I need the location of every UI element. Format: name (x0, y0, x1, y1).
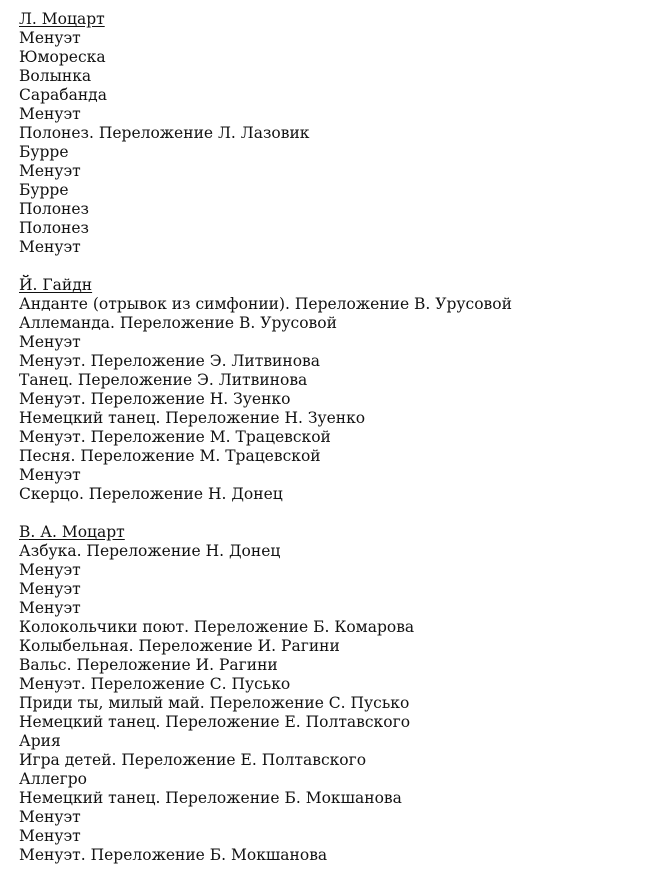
list-item: Менуэт (19, 466, 81, 484)
list-item: Менуэт (19, 599, 81, 617)
list-item: Менуэт. Переложение Б. Мокшанова (19, 846, 328, 864)
list-item: Аллеманда. Переложение В. Урусовой (19, 314, 337, 332)
list-item: Приди ты, милый май. Переложение С. Пусько (19, 694, 410, 712)
list-item: Немецкий танец. Переложение Б. Мокшанова (19, 789, 402, 807)
section-haydn (19, 276, 649, 504)
list-item: Полонез (19, 219, 89, 237)
list-item: Менуэт (19, 162, 81, 180)
list-item: Менуэт. Переложение Н. Зуенко (19, 390, 291, 408)
composer-heading: Л. Моцарт (19, 10, 105, 28)
list-item: Менуэт (19, 105, 81, 123)
list-item: Сарабанда (19, 86, 107, 104)
list-item: Немецкий танец. Переложение Е. Полтавского (19, 713, 411, 731)
piece-list (19, 295, 649, 504)
list-item: Ария (19, 732, 61, 750)
list-item: Менуэт. Переложение С. Пусько (19, 675, 291, 693)
section-l-mozart (19, 10, 649, 257)
list-item: Песня. Переложение М. Трацевской (19, 447, 321, 465)
list-item: Аллегро (19, 770, 87, 788)
list-item: Полонез. Переложение Л. Лазовик (19, 124, 310, 142)
list-item: Юмореска (19, 48, 106, 66)
list-item: Менуэт (19, 333, 81, 351)
piece-list (19, 542, 649, 865)
list-item: Азбука. Переложение Н. Донец (19, 542, 281, 560)
list-item: Бурре (19, 143, 69, 161)
list-item: Вальс. Переложение И. Рагини (19, 656, 278, 674)
document (19, 10, 649, 884)
list-item: Немецкий танец. Переложение Н. Зуенко (19, 409, 366, 427)
list-item: Колокольчики поют. Переложение Б. Комарова (19, 618, 415, 636)
list-item: Менуэт (19, 561, 81, 579)
list-item: Анданте (отрывок из симфонии). Переложение В. Урусовой (19, 295, 512, 313)
list-item: Игра детей. Переложение Е. Полтавского (19, 751, 367, 769)
list-item: Менуэт (19, 29, 81, 47)
section-w-a-mozart (19, 523, 649, 865)
piece-list (19, 29, 649, 257)
list-item: Менуэт. Переложение М. Трацевской (19, 428, 331, 446)
list-item: Менуэт (19, 238, 81, 256)
list-item: Менуэт (19, 580, 81, 598)
list-item: Колыбельная. Переложение И. Рагини (19, 637, 340, 655)
list-item: Менуэт (19, 808, 81, 826)
list-item: Волынка (19, 67, 92, 85)
list-item: Полонез (19, 200, 89, 218)
list-item: Скерцо. Переложение Н. Донец (19, 485, 283, 503)
list-item: Менуэт (19, 827, 81, 845)
list-item: Менуэт. Переложение Э. Литвинова (19, 352, 321, 370)
composer-heading: В. А. Моцарт (19, 523, 125, 541)
list-item: Танец. Переложение Э. Литвинова (19, 371, 308, 389)
list-item: Бурре (19, 181, 69, 199)
composer-heading: Й. Гайдн (19, 276, 93, 294)
